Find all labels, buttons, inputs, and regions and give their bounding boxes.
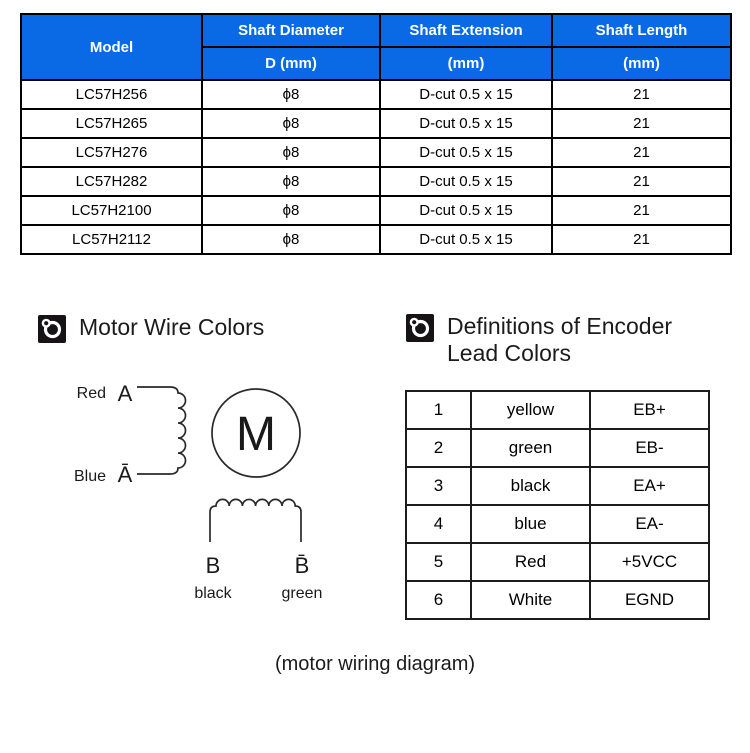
table-row bbox=[21, 138, 731, 167]
spec-header-row-1 bbox=[21, 14, 731, 47]
diameter-cell: ϕ8 bbox=[202, 167, 380, 196]
phase-a-bottom-terminal-label: Ā bbox=[117, 462, 133, 487]
extension-cell: D-cut 0.5 x 15 bbox=[380, 196, 552, 225]
table-row bbox=[21, 109, 731, 138]
length-cell: 21 bbox=[552, 109, 731, 138]
table-row bbox=[21, 196, 731, 225]
pin-cell: 4 bbox=[406, 505, 471, 543]
encoder-title-line2: Lead Colors bbox=[447, 340, 572, 366]
diameter-cell: ϕ8 bbox=[202, 196, 380, 225]
wire-color-cell: yellow bbox=[471, 391, 590, 429]
model-cell: LC57H282 bbox=[21, 167, 202, 196]
wire-color-cell: green bbox=[471, 429, 590, 467]
phase-b-right-wire-color-label: green bbox=[281, 585, 323, 602]
table-row bbox=[406, 391, 709, 429]
pin-cell: 3 bbox=[406, 467, 471, 505]
encoder-lead-colors-heading bbox=[406, 313, 672, 367]
phase-a-bottom-wire-color-label: Blue bbox=[73, 468, 106, 485]
signal-cell: EA+ bbox=[590, 467, 709, 505]
pin-cell: 6 bbox=[406, 581, 471, 619]
wire-color-cell: blue bbox=[471, 505, 590, 543]
target-swirl-icon bbox=[38, 315, 66, 343]
motor-symbol-label: M bbox=[236, 408, 276, 461]
phase-a-top-wire-color-label: Red bbox=[76, 385, 106, 402]
pin-cell: 5 bbox=[406, 543, 471, 581]
signal-cell: EB+ bbox=[590, 391, 709, 429]
wire-color-cell: Red bbox=[471, 543, 590, 581]
extension-cell: D-cut 0.5 x 15 bbox=[380, 167, 552, 196]
motor-wire-colors-heading bbox=[38, 314, 264, 343]
table-row bbox=[406, 543, 709, 581]
motor-wiring-diagram bbox=[30, 360, 360, 645]
spec-col-header-model: Model bbox=[21, 14, 202, 80]
length-cell: 21 bbox=[552, 138, 731, 167]
length-cell: 21 bbox=[552, 196, 731, 225]
motor-section-title: Motor Wire Colors bbox=[79, 314, 265, 340]
spec-subheader-length-unit: (mm) bbox=[552, 47, 731, 80]
table-row bbox=[406, 429, 709, 467]
wire-color-cell: black bbox=[471, 467, 590, 505]
model-cell: LC57H265 bbox=[21, 109, 202, 138]
spec-col-header-shaft-length: Shaft Length bbox=[552, 14, 731, 47]
table-row bbox=[406, 505, 709, 543]
encoder-lead-colors-table bbox=[405, 390, 710, 620]
phase-b-coil bbox=[210, 499, 301, 542]
pin-cell: 2 bbox=[406, 429, 471, 467]
pin-cell: 1 bbox=[406, 391, 471, 429]
diameter-cell: ϕ8 bbox=[202, 225, 380, 254]
extension-cell: D-cut 0.5 x 15 bbox=[380, 109, 552, 138]
table-row bbox=[21, 80, 731, 109]
model-cell: LC57H2100 bbox=[21, 196, 202, 225]
diameter-cell: ϕ8 bbox=[202, 80, 380, 109]
target-swirl-icon bbox=[406, 314, 434, 342]
spec-subheader-diameter-unit: D (mm) bbox=[202, 47, 380, 80]
model-cell: LC57H256 bbox=[21, 80, 202, 109]
extension-cell: D-cut 0.5 x 15 bbox=[380, 138, 552, 167]
model-cell: LC57H2112 bbox=[21, 225, 202, 254]
model-cell: LC57H276 bbox=[21, 138, 202, 167]
length-cell: 21 bbox=[552, 167, 731, 196]
signal-cell: EGND bbox=[590, 581, 709, 619]
encoder-title-line1: Definitions of Encoder bbox=[447, 313, 673, 339]
diagram-caption: (motor wiring diagram) bbox=[274, 653, 476, 675]
diameter-cell: ϕ8 bbox=[202, 109, 380, 138]
phase-b-left-wire-color-label: black bbox=[194, 585, 232, 602]
shaft-spec-table bbox=[20, 13, 732, 255]
spec-col-header-shaft-extension: Shaft Extension bbox=[380, 14, 552, 47]
phase-a-top-terminal-label: A bbox=[117, 381, 133, 406]
table-row bbox=[406, 467, 709, 505]
table-row bbox=[406, 581, 709, 619]
length-cell: 21 bbox=[552, 80, 731, 109]
phase-b-right-terminal-label: B̄ bbox=[294, 553, 310, 578]
wire-color-cell: White bbox=[471, 581, 590, 619]
phase-b-left-terminal-label: B bbox=[205, 553, 221, 578]
table-row bbox=[21, 167, 731, 196]
extension-cell: D-cut 0.5 x 15 bbox=[380, 80, 552, 109]
spec-col-header-shaft-diameter: Shaft Diameter bbox=[202, 14, 380, 47]
diameter-cell: ϕ8 bbox=[202, 138, 380, 167]
table-row bbox=[21, 225, 731, 254]
signal-cell: +5VCC bbox=[590, 543, 709, 581]
spec-subheader-extension-unit: (mm) bbox=[380, 47, 552, 80]
signal-cell: EB- bbox=[590, 429, 709, 467]
length-cell: 21 bbox=[552, 225, 731, 254]
phase-a-coil bbox=[137, 387, 186, 474]
extension-cell: D-cut 0.5 x 15 bbox=[380, 225, 552, 254]
signal-cell: EA- bbox=[590, 505, 709, 543]
encoder-section-title bbox=[447, 313, 672, 367]
